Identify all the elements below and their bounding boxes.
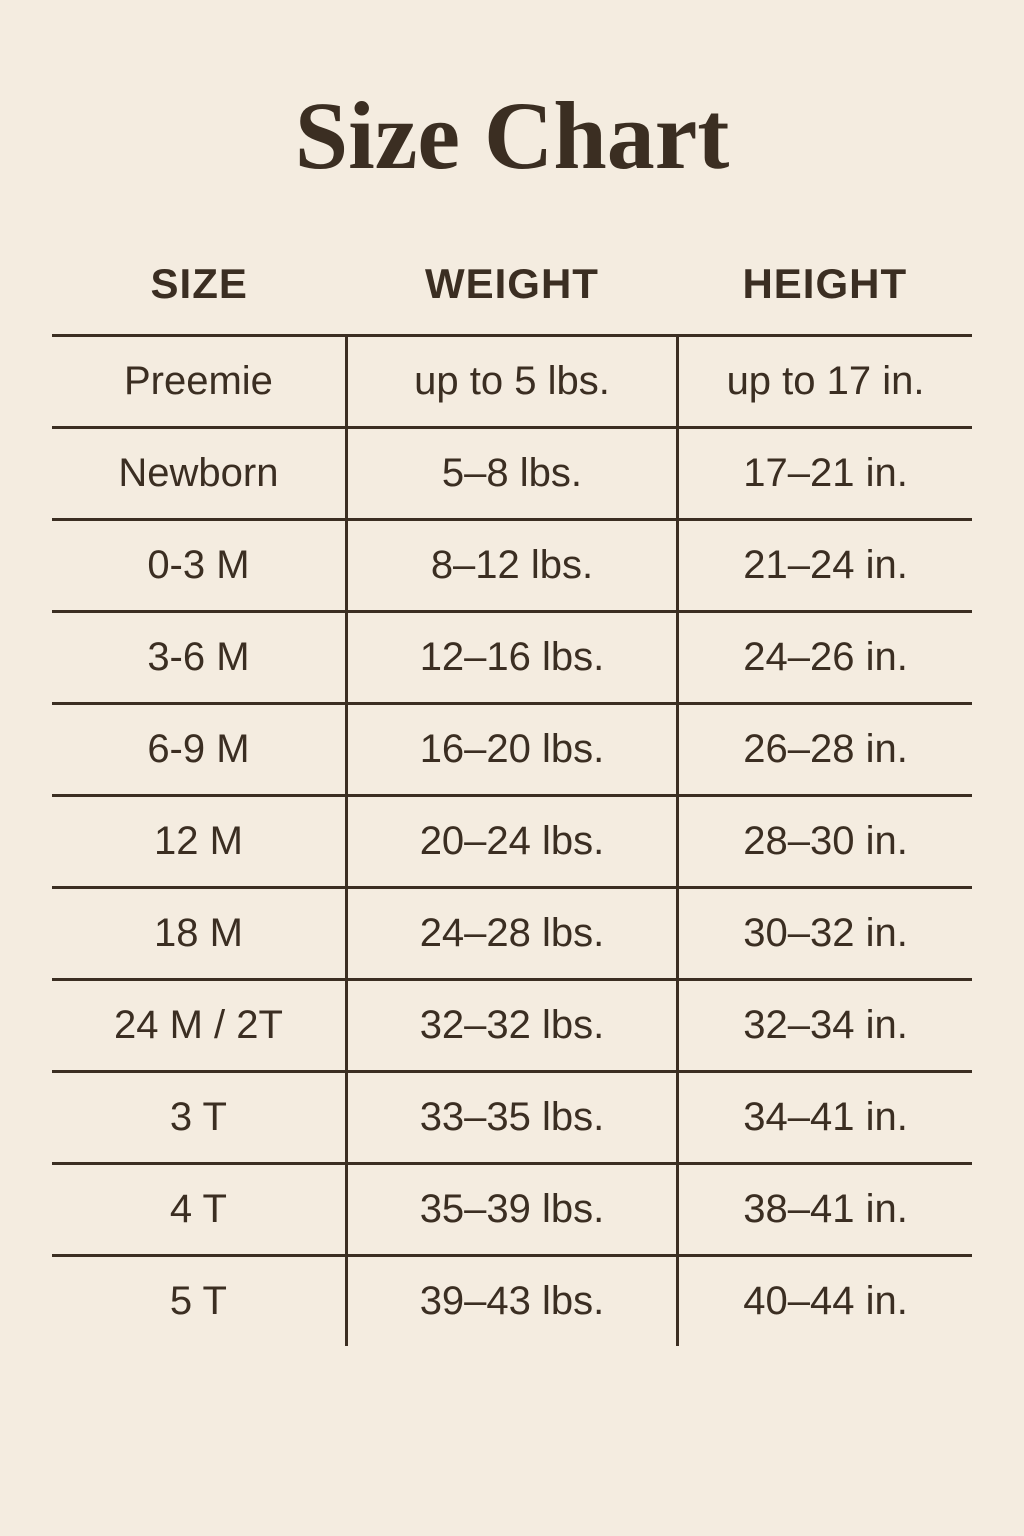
table-header	[52, 254, 972, 336]
cell-weight: 20–24 lbs.	[346, 796, 677, 888]
table-row	[52, 428, 972, 520]
cell-weight: 33–35 lbs.	[346, 1072, 677, 1164]
cell-weight: 39–43 lbs.	[346, 1256, 677, 1347]
cell-height: up to 17 in.	[678, 336, 972, 428]
cell-size: 3-6 M	[52, 612, 346, 704]
cell-size: 3 T	[52, 1072, 346, 1164]
cell-size: 6-9 M	[52, 704, 346, 796]
table-row	[52, 888, 972, 980]
size-chart-table-wrapper	[52, 184, 972, 1346]
cell-size: 12 M	[52, 796, 346, 888]
cell-height: 32–34 in.	[678, 980, 972, 1072]
cell-height: 28–30 in.	[678, 796, 972, 888]
cell-height: 34–41 in.	[678, 1072, 972, 1164]
cell-weight: 35–39 lbs.	[346, 1164, 677, 1256]
cell-size: Newborn	[52, 428, 346, 520]
table-row	[52, 1072, 972, 1164]
cell-size: 4 T	[52, 1164, 346, 1256]
cell-height: 38–41 in.	[678, 1164, 972, 1256]
table-row	[52, 520, 972, 612]
table-row	[52, 1256, 972, 1347]
cell-weight: 32–32 lbs.	[346, 980, 677, 1072]
size-chart-table	[52, 254, 972, 1346]
table-header-row	[52, 254, 972, 336]
cell-size: Preemie	[52, 336, 346, 428]
cell-size: 0-3 M	[52, 520, 346, 612]
cell-height: 40–44 in.	[743, 1279, 908, 1323]
cell-size: 18 M	[52, 888, 346, 980]
cell-height: 17–21 in.	[678, 428, 972, 520]
cell-weight: up to 5 lbs.	[346, 336, 677, 428]
table-row	[52, 612, 972, 704]
table-row	[52, 1164, 972, 1256]
cell-height: 24–26 in.	[678, 612, 972, 704]
column-header-size: SIZE	[150, 260, 248, 307]
cell-weight: 12–16 lbs.	[346, 612, 677, 704]
cell-weight: 5–8 lbs.	[346, 428, 677, 520]
table-row	[52, 336, 972, 428]
table-body	[52, 336, 972, 1347]
cell-weight: 8–12 lbs.	[346, 520, 677, 612]
cell-size: 24 M / 2T	[52, 980, 346, 1072]
cell-height: 30–32 in.	[678, 888, 972, 980]
page-title: Size Chart	[294, 82, 730, 189]
cell-size: 5 T	[52, 1256, 346, 1347]
column-header-height: HEIGHT	[742, 260, 908, 307]
column-header-weight: WEIGHT	[424, 260, 599, 307]
cell-weight: 16–20 lbs.	[346, 704, 677, 796]
cell-height: 21–24 in.	[678, 520, 972, 612]
table-row	[52, 704, 972, 796]
cell-height: 26–28 in.	[678, 704, 972, 796]
table-row	[52, 980, 972, 1072]
cell-weight: 24–28 lbs.	[346, 888, 677, 980]
table-row	[52, 796, 972, 888]
